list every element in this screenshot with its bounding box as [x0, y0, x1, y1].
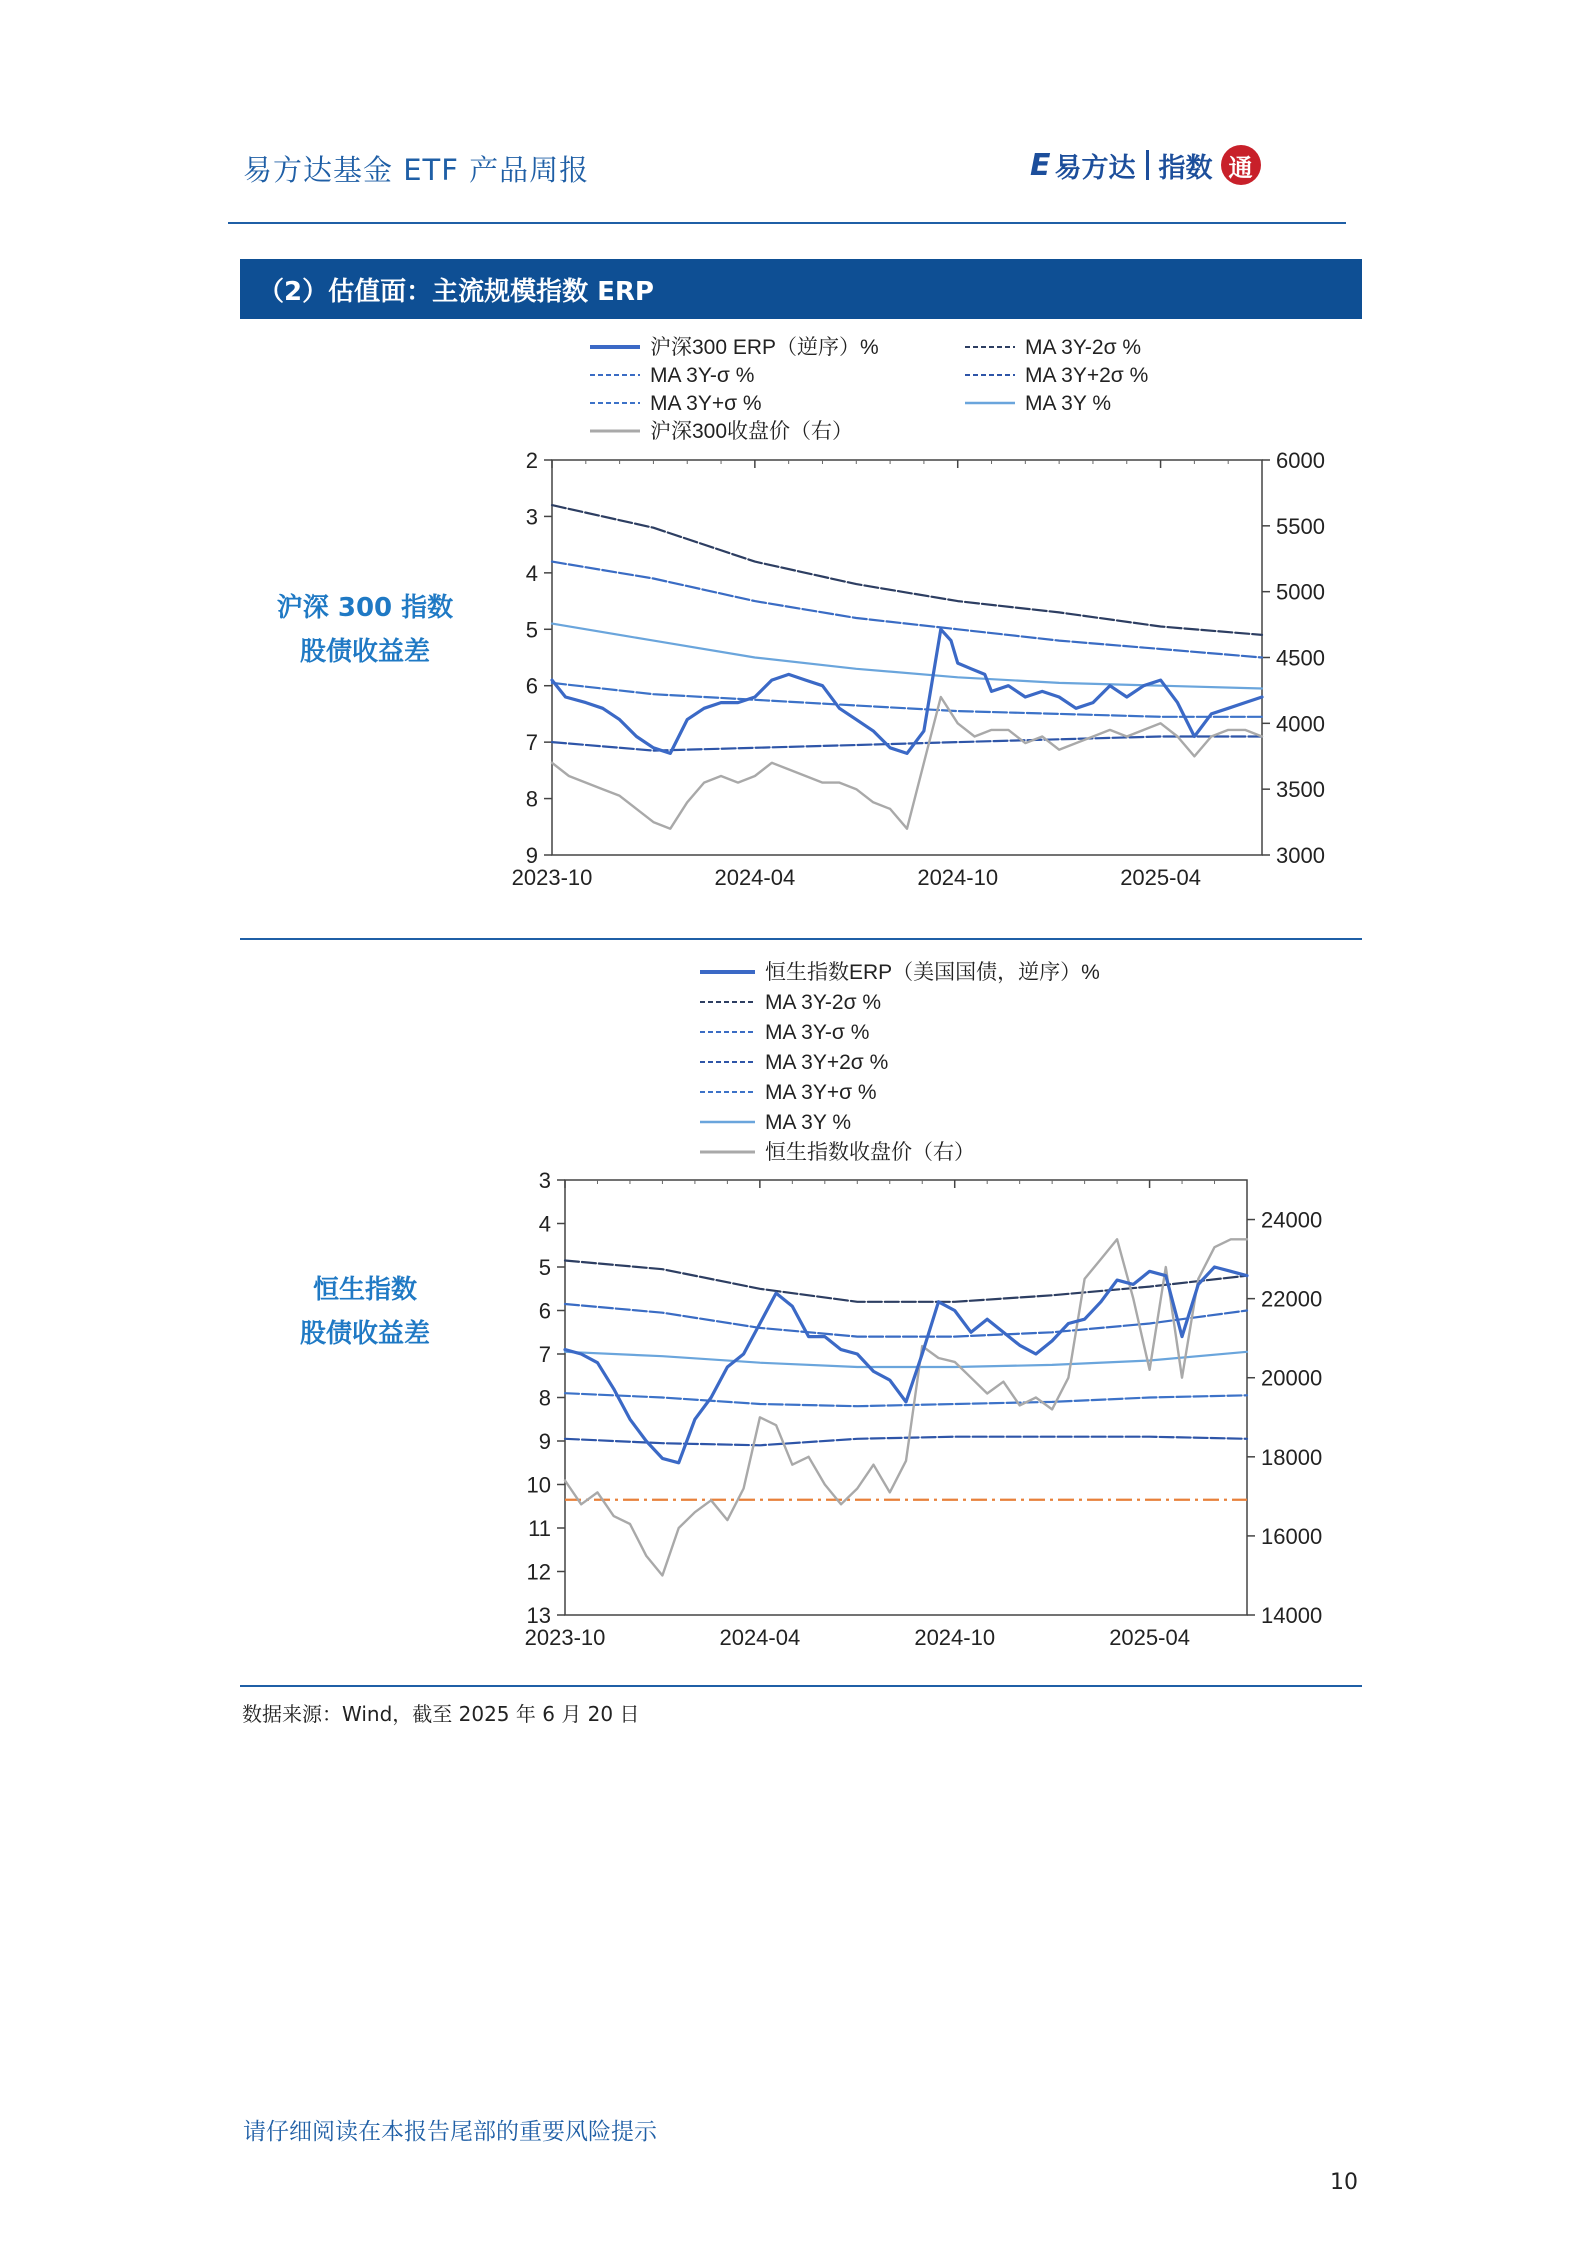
y-right-tick-label: 4000 — [1276, 711, 1325, 737]
legend-label-ma-minus1: MA 3Y-σ % — [650, 364, 755, 387]
x-tick-label: 2023-10 — [511, 865, 593, 890]
y-left-tick-label: 6 — [525, 673, 538, 699]
x-tick-label: 2024-10 — [914, 1625, 996, 1650]
y-right-tick-label: 14000 — [1261, 1603, 1323, 1628]
chart-divider — [240, 938, 1362, 940]
y-left-tick-label: 13 — [526, 1603, 551, 1628]
series-line-ma-minus1 — [565, 1304, 1247, 1337]
row-label-hsi — [260, 1268, 470, 1356]
csi300-legend — [590, 336, 1148, 443]
y-right-tick-label: 4500 — [1276, 645, 1325, 671]
legend-label-ma: MA 3Y % — [1025, 392, 1111, 415]
series-line-ma — [552, 624, 1262, 689]
legend-item-ma-minus1 — [700, 1021, 869, 1044]
plot-frame — [552, 460, 1262, 855]
y-right-tick-label: 6000 — [1276, 448, 1325, 473]
y-right-tick-label: 24000 — [1261, 1207, 1323, 1233]
y-left-tick-label: 10 — [526, 1472, 551, 1498]
y-right-tick-label: 3500 — [1276, 777, 1325, 803]
page-number: 10 — [1330, 2170, 1358, 2195]
y-left-tick-label: 3 — [525, 504, 538, 530]
y-left-tick-label: 9 — [525, 843, 538, 868]
legend-item-ma-plus1 — [700, 1081, 877, 1104]
csi300-erp-chart — [490, 325, 1340, 905]
legend-item-ma-minus2 — [965, 336, 1141, 359]
y-left-tick-label: 2 — [525, 448, 538, 473]
legend-label-erp: 沪深300 ERP（逆序）% — [650, 336, 879, 359]
y-left-tick-label: 6 — [538, 1298, 551, 1324]
legend-item-ma-plus2 — [965, 364, 1148, 387]
y-right-tick-label: 20000 — [1261, 1365, 1323, 1391]
y-right-tick-label: 3000 — [1276, 843, 1325, 868]
row-label-csi300 — [260, 586, 470, 674]
legend-label-close: 恒生指数收盘价（右） — [765, 1141, 975, 1164]
data-source-note: 数据来源：Wind，截至 2025 年 6 月 20 日 — [242, 1702, 640, 1726]
logo-separator — [1146, 150, 1149, 180]
legend-label-ma-plus2: MA 3Y+2σ % — [1025, 364, 1149, 387]
legend-item-ma — [965, 392, 1111, 415]
y-left-tick-label: 7 — [538, 1342, 551, 1367]
hsi-plot-area — [525, 1168, 1323, 1650]
x-tick-label: 2023-10 — [524, 1625, 606, 1650]
legend-item-erp — [700, 961, 1100, 985]
section-title: （2）估值面：主流规模指数 ERP — [258, 277, 654, 307]
document-title: 易方达基金 ETF 产品周报 — [243, 153, 590, 187]
legend-item-close — [700, 1141, 975, 1164]
y-left-tick-label: 4 — [538, 1211, 551, 1237]
row-label-csi300-line1: 沪深 300 指数 — [276, 593, 454, 623]
brand-logo — [1030, 140, 1261, 190]
x-tick-label: 2024-04 — [719, 1625, 801, 1650]
series-line-erp — [565, 1267, 1247, 1463]
y-right-tick-label: 18000 — [1261, 1444, 1323, 1470]
legend-item-ma-plus2 — [700, 1051, 888, 1074]
legend-item-ma-minus2 — [700, 991, 881, 1014]
legend-item-erp — [590, 336, 879, 359]
legend-label-ma-minus2: MA 3Y-2σ % — [1025, 336, 1142, 359]
header-rule — [228, 222, 1346, 224]
legend-item-ma-plus1 — [590, 392, 762, 415]
logo-seal-icon: 通 — [1221, 145, 1261, 185]
y-right-tick-label: 22000 — [1261, 1286, 1323, 1312]
hsi-legend — [700, 961, 1100, 1164]
legend-label-ma: MA 3Y % — [765, 1111, 851, 1134]
y-left-tick-label: 4 — [525, 560, 538, 586]
csi300-plot-area — [512, 448, 1325, 890]
x-tick-label: 2024-04 — [714, 865, 796, 890]
legend-label-ma-plus1: MA 3Y+σ % — [650, 392, 762, 415]
legend-item-ma-minus1 — [590, 364, 754, 387]
row-label-hsi-line1: 恒生指数 — [312, 1275, 417, 1305]
series-line-ma-minus1 — [552, 562, 1262, 658]
y-left-tick-label: 9 — [538, 1429, 551, 1454]
legend-label-ma-minus1: MA 3Y-σ % — [765, 1021, 870, 1044]
legend-label-ma-plus2: MA 3Y+2σ % — [765, 1051, 889, 1074]
row-label-csi300-line2: 股债收益差 — [299, 637, 430, 667]
y-left-tick-label: 11 — [528, 1516, 551, 1541]
y-right-tick-label: 16000 — [1261, 1523, 1323, 1549]
legend-label-erp: 恒生指数ERP（美国国债，逆序）% — [765, 961, 1100, 984]
series-line-close — [565, 1239, 1247, 1575]
y-left-tick-label: 8 — [538, 1385, 551, 1411]
x-tick-label: 2025-04 — [1109, 1625, 1190, 1650]
legend-item-ma — [700, 1111, 851, 1134]
risk-warning-note: 请仔细阅读在本报告尾部的重要风险提示 — [243, 2119, 657, 2145]
logo-mark-icon: E — [1030, 147, 1051, 183]
legend-item-close — [590, 420, 853, 443]
series-line-erp — [552, 629, 1262, 753]
y-right-tick-label: 5000 — [1276, 579, 1325, 605]
logo-sub: 指数 — [1158, 152, 1213, 184]
legend-label-close: 沪深300收盘价（右） — [650, 420, 854, 443]
series-line-ma-plus2 — [565, 1437, 1247, 1446]
series-line-ma-plus1 — [552, 683, 1262, 717]
logo-name: 易方达 — [1054, 152, 1136, 184]
hsi-erp-chart — [490, 952, 1340, 1672]
source-divider — [240, 1685, 1362, 1687]
y-left-tick-label: 7 — [525, 730, 538, 756]
y-left-tick-label: 5 — [525, 617, 538, 643]
legend-label-ma-plus1: MA 3Y+σ % — [765, 1081, 877, 1104]
y-left-tick-label: 12 — [526, 1559, 551, 1585]
series-line-ma — [565, 1352, 1247, 1367]
series-line-ma-minus2 — [565, 1261, 1247, 1302]
y-left-tick-label: 3 — [538, 1168, 551, 1193]
x-tick-label: 2024-10 — [917, 865, 999, 890]
y-left-tick-label: 8 — [525, 786, 538, 812]
y-left-tick-label: 5 — [538, 1255, 551, 1280]
legend-label-ma-minus2: MA 3Y-2σ % — [765, 991, 882, 1014]
row-label-hsi-line2: 股债收益差 — [299, 1319, 430, 1349]
series-line-ma-minus2 — [552, 505, 1262, 635]
y-right-tick-label: 5500 — [1276, 513, 1325, 539]
x-tick-label: 2025-04 — [1120, 865, 1201, 890]
